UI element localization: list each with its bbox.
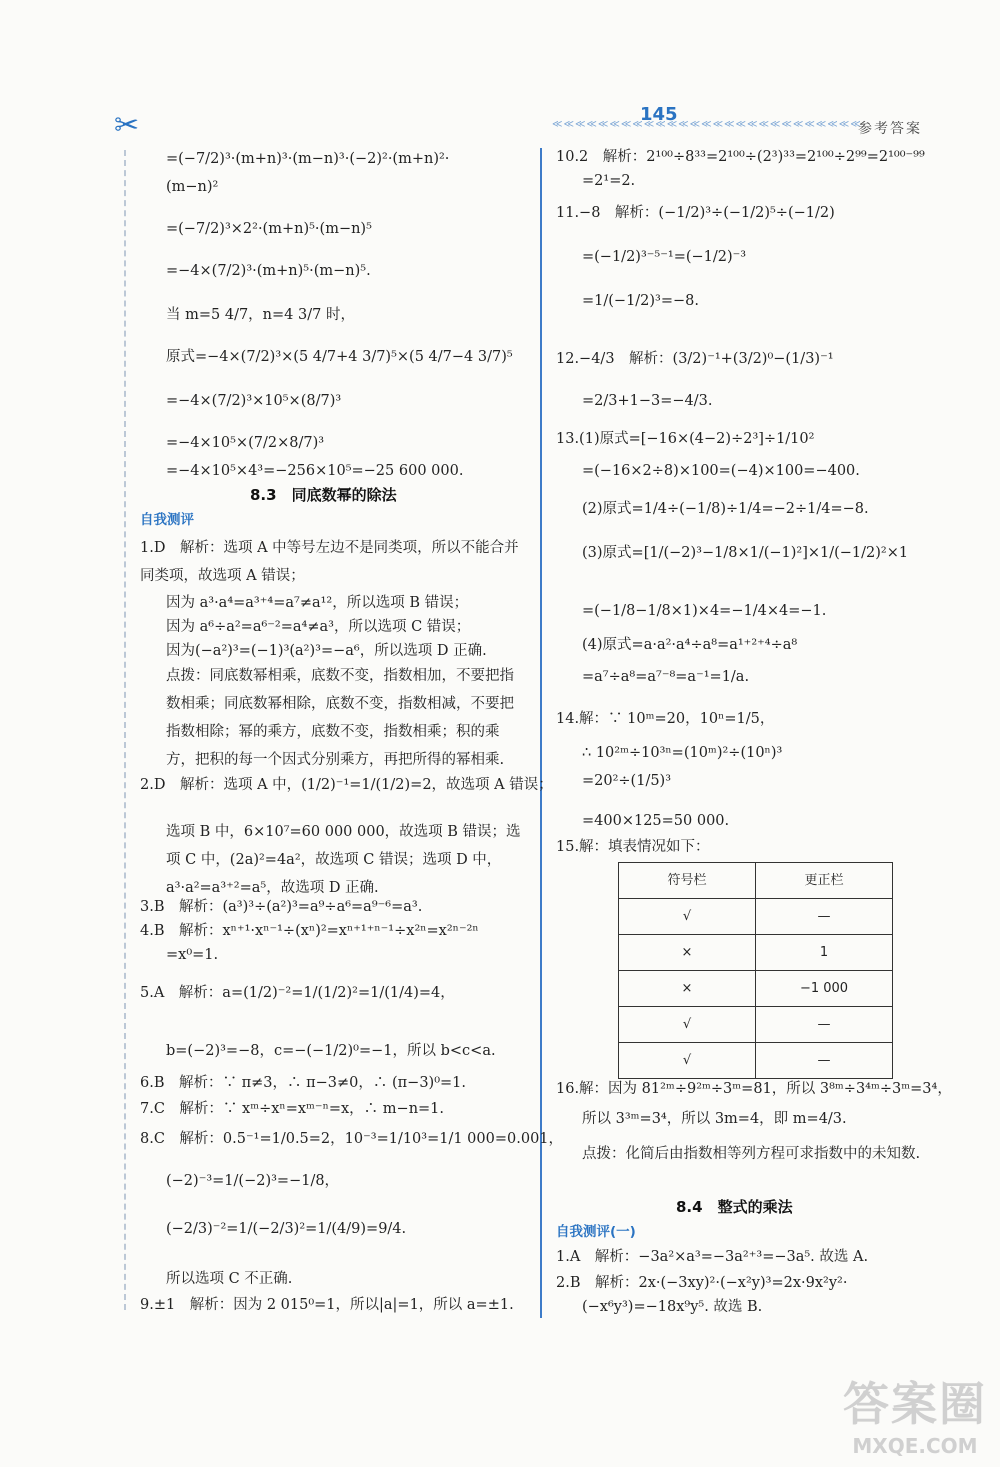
- answer-line: (2)原式=1/4÷(−1/8)÷1/4=−2÷1/4=−8.: [582, 501, 869, 517]
- table-cell: √: [619, 899, 756, 935]
- answer-line: 所以 3³ᵐ=3⁴，所以 3m=4，即 m=4/3.: [582, 1111, 847, 1127]
- table-cell: ×: [619, 935, 756, 971]
- answer-line: (−2)⁻³=1/(−2)³=−1/8，: [166, 1173, 340, 1189]
- answer-line: (4)原式=a·a²·a⁴÷a⁸=a¹⁺²⁺⁴÷a⁸: [582, 637, 798, 653]
- answer-line: =(−1/8−1/8×1)×4=−1/4×4=−1.: [582, 603, 827, 619]
- answer-2: 2.D 解析：选项 A 中，(1/2)⁻¹=1/(1/2)=2，故选项 A 错误；: [140, 777, 553, 793]
- math-line: =(−7/2)³×2²·(m+n)⁵·(m−n)⁵: [166, 221, 372, 237]
- answer-12: 12.−4/3 解析：(3/2)⁻¹+(3/2)⁰−(1/3)⁻¹: [556, 351, 834, 367]
- table-cell: 1: [756, 935, 893, 971]
- section-title: 8.4 整式的乘法: [676, 1198, 793, 1216]
- answer-15: 15.解：填表情况如下：: [556, 839, 710, 855]
- answer-line: =2/3+1−3=−4/3.: [582, 393, 713, 409]
- answer-7: 7.C 解析：∵ xᵐ÷xⁿ=xᵐ⁻ⁿ=x，∴ m−n=1.: [140, 1101, 445, 1117]
- header-title: 参考答案: [858, 121, 922, 137]
- answer-r1: 1.A 解析：−3a²×a³=−3a²⁺³=−3a⁵. 故选 A.: [556, 1249, 869, 1265]
- answer-line: =2¹=2.: [582, 173, 636, 189]
- answer-1: 1.D 解析：选项 A 中等号左边不是同类项，所以不能合并同类项，故选项 A 错误；: [140, 540, 519, 584]
- table-row: [619, 935, 893, 971]
- table-cell: −1 000: [756, 971, 893, 1007]
- tip-text: 点拨：同底数幂相乘，底数不变，指数相加，不要把指数相乘；同底数幂相除，底数不变，指数相减，不要把指数相除；幂的乘方，底数不变，指数相乘；积的乘方，把积的每一个因式分别乘方，再把所得的幂相乘.: [166, 668, 514, 768]
- answer-line: =(−1/2)³⁻⁵⁻¹=(−1/2)⁻³: [582, 249, 747, 265]
- watermark-logo: [830, 1368, 1000, 1460]
- math-line: 当 m=5 4/7，n=4 3/7 时，: [166, 307, 355, 323]
- answer-8: 8.C 解析：0.5⁻¹=1/0.5=2，10⁻³=1/10³=1/1 000=0.001，: [140, 1131, 564, 1147]
- header-arrow-decoration: ≪≪≪≪≪≪≪≪≪≪≪≪≪≪≪≪≪≪≪≪≪≪≪≪≪≪≪: [552, 119, 862, 130]
- table-cell: √: [619, 1007, 756, 1043]
- answer-line: ∴ 10²ᵐ÷10³ⁿ=(10ᵐ)²÷(10ⁿ)³: [582, 745, 783, 761]
- watermark-text: 答案圈: [843, 1377, 987, 1431]
- answer-13: 13.(1)原式=[−16×(4−2)÷2³]÷1/10²: [556, 431, 815, 447]
- table-cell: —: [756, 1043, 893, 1079]
- table-header: 符号栏: [619, 863, 756, 899]
- math-line: (m−n)²: [166, 179, 219, 195]
- answer-line: (−2/3)⁻²=1/(−2/3)²=1/(4/9)=9/4.: [166, 1221, 407, 1237]
- answer-line: =(−16×2÷8)×100=(−4)×100=−400.: [582, 463, 860, 479]
- subsection-title: 自我测评: [140, 512, 194, 528]
- page-number: 145: [640, 104, 678, 125]
- table-row: [619, 1007, 893, 1043]
- answer-line: =1/(−1/2)³=−8.: [582, 293, 700, 309]
- answer-line: =20²÷(1/5)³: [582, 773, 672, 789]
- cut-line: [124, 150, 126, 1310]
- watermark-url: MXQE.COM: [852, 1434, 978, 1458]
- answer-line: 因为(−a²)³=(−1)³(a²)³=−a⁶，所以选项 D 正确.: [166, 643, 487, 659]
- table-cell: ×: [619, 971, 756, 1007]
- answer-10: 10.2 解析：2¹⁰⁰÷8³³=2¹⁰⁰÷(2³)³³=2¹⁰⁰÷2⁹⁹=2¹⁰⁰⁻⁹⁹: [556, 149, 925, 165]
- math-line: =−4×10⁵×4³=−256×10⁵=−25 600 000.: [166, 463, 464, 479]
- answer-r2: 2.B 解析：2x·(−3xy)²·(−x²y)³=2x·9x²y²·: [556, 1275, 848, 1291]
- answer-11: 11.−8 解析：(−1/2)³÷(−1/2)⁵÷(−1/2): [556, 205, 835, 221]
- table-cell: —: [756, 1007, 893, 1043]
- answer-line: 选项 B 中，6×10⁷=60 000 000，故选项 B 错误；选项 C 中，(2a)²=4a²，故选项 C 错误；选项 D 中，a³·a²=a³⁺²=a⁵，故选项 D 正确.: [166, 824, 521, 896]
- answer-line: (3)原式=[1/(−2)³−1/8×1/(−1)²]×1/(−1/2)²×1: [582, 545, 909, 561]
- answer-9: 9.±1 解析：因为 2 015⁰=1，所以|a|=1，所以 a=±1.: [140, 1297, 514, 1313]
- table-row: [619, 1043, 893, 1079]
- scissors-icon: ✂: [114, 108, 140, 143]
- answer-line: 因为 a³·a⁴=a³⁺⁴=a⁷≠a¹²，所以选项 B 错误；: [166, 595, 469, 611]
- answer-line: =a⁷÷a⁸=a⁷⁻⁸=a⁻¹=1/a.: [582, 669, 750, 685]
- table-cell: √: [619, 1043, 756, 1079]
- section-title: 8.3 同底数幂的除法: [250, 486, 397, 504]
- answer-6: 6.B 解析：∵ π≠3，∴ π−3≠0，∴ (π−3)⁰=1.: [140, 1075, 467, 1091]
- tip-text: 点拨：化简后由指数相等列方程可求指数中的未知数.: [582, 1146, 921, 1162]
- math-line: 原式=−4×(7/2)³×(5 4/7+4 3/7)⁵×(5 4/7−4 3/7)⁵: [166, 349, 513, 365]
- table-row: [619, 899, 893, 935]
- math-line: =(−7/2)³·(m+n)³·(m−n)³·(−2)²·(m+n)²·: [166, 151, 450, 167]
- math-line: =−4×10⁵×(7/2×8/7)³: [166, 435, 325, 451]
- subsection-title: 自我测评(一): [556, 1224, 636, 1240]
- answer-line: 所以选项 C 不正确.: [166, 1271, 293, 1287]
- answer-line: 因为 a⁶÷a²=a⁶⁻²=a⁴≠a³，所以选项 C 错误；: [166, 619, 471, 635]
- table-row: [619, 971, 893, 1007]
- answer-5: 5.A 解析：a=(1/2)⁻²=1/(1/2)²=1/(1/4)=4，: [140, 985, 455, 1001]
- answer-line: =x⁰=1.: [166, 947, 219, 963]
- answer-table: [618, 862, 893, 1079]
- answer-line: b=(−2)³=−8，c=−(−1/2)⁰=−1，所以 b<c<a.: [166, 1043, 496, 1059]
- table-cell: —: [756, 899, 893, 935]
- math-line: =−4×(7/2)³·(m+n)⁵·(m−n)⁵.: [166, 263, 371, 279]
- answer-14: 14.解：∵ 10ᵐ=20，10ⁿ=1/5，: [556, 711, 775, 727]
- answer-line: =400×125=50 000.: [582, 813, 730, 829]
- answer-4: 4.B 解析：xⁿ⁺¹·xⁿ⁻¹÷(xⁿ)²=xⁿ⁺¹⁺ⁿ⁻¹÷x²ⁿ=x²ⁿ⁻²ⁿ: [140, 923, 479, 939]
- answer-16: 16.解：因为 81²ᵐ÷9²ᵐ÷3ᵐ=81，所以 3⁸ᵐ÷3⁴ᵐ÷3ᵐ=3⁴，: [556, 1081, 952, 1097]
- table-header-row: [619, 863, 893, 899]
- table-header: 更正栏: [756, 863, 893, 899]
- answer-3: 3.B 解析：(a³)³÷(a²)³=a⁹÷a⁶=a⁹⁻⁶=a³.: [140, 899, 423, 915]
- answer-line: (−x⁶y³)=−18x⁹y⁵. 故选 B.: [582, 1299, 763, 1315]
- math-line: =−4×(7/2)³×10⁵×(8/7)³: [166, 393, 342, 409]
